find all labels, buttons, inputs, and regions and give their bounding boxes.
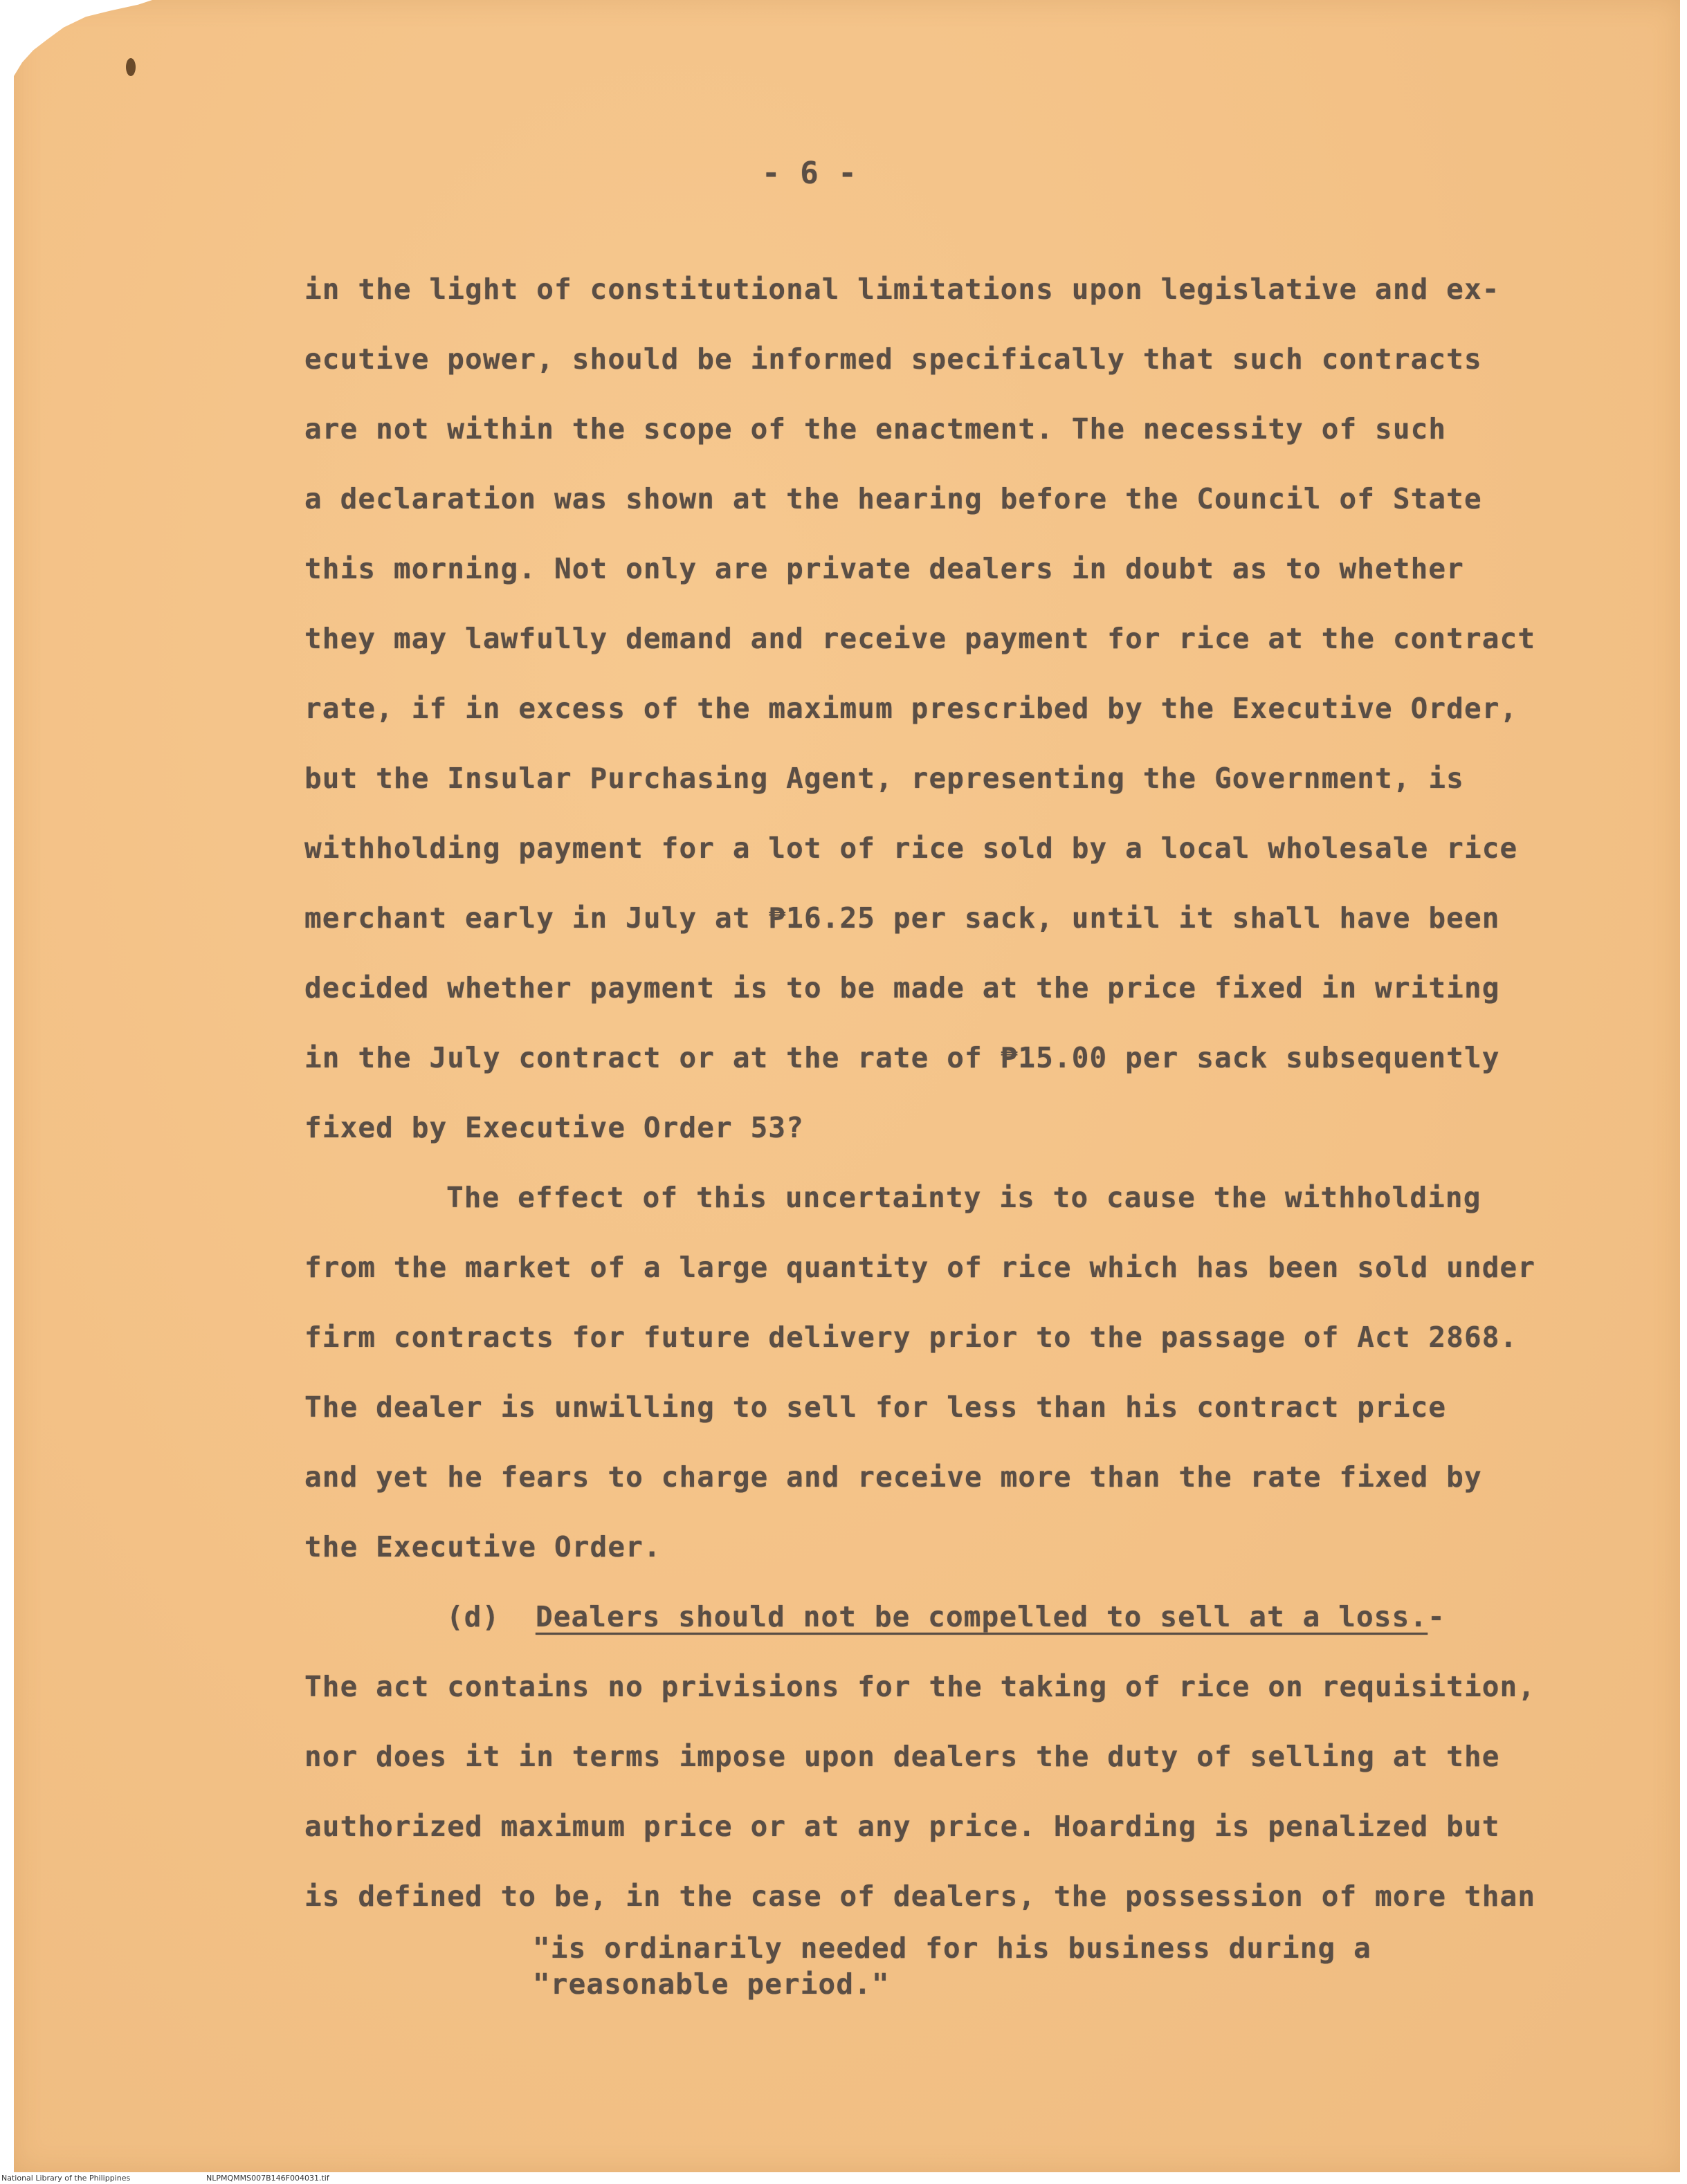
quote-line: "reasonable period." xyxy=(533,1967,890,2001)
text-line: withholding payment for a lot of rice sold by a local wholesale rice xyxy=(304,832,1518,865)
page-number: - 6 - xyxy=(762,156,857,191)
body-text xyxy=(304,255,1535,1931)
text-line: in the July contract or at the rate of ₱15.00 per sack subsequently xyxy=(304,1041,1500,1074)
text-line: rate, if in excess of the maximum prescribed by the Executive Order, xyxy=(304,692,1518,725)
text-line: merchant early in July at ₱16.25 per sack, until it shall have been xyxy=(304,901,1500,935)
text-line: firm contracts for future delivery prior to the passage of Act 2868. xyxy=(304,1321,1518,1354)
text-line: ecutive power, should be informed specifically that such contracts xyxy=(304,342,1482,376)
text-line: The dealer is unwilling to sell for less than his contract price xyxy=(304,1391,1447,1424)
section-heading-text: Dealers should not be compelled to sell at a loss. xyxy=(535,1600,1428,1633)
text-line: the Executive Order. xyxy=(304,1530,662,1563)
text-line: The act contains no privisions for the taking of rice on requisition, xyxy=(304,1670,1536,1703)
text-line: The effect of this uncertainty is to cause the withholding xyxy=(446,1181,1481,1214)
file-id: NLPMQMMS007B146F004031.tif xyxy=(206,2174,329,2183)
text-line: are not within the scope of the enactment. The necessity of such xyxy=(304,412,1447,446)
text-line: is defined to be, in the case of dealers, the possession of more than xyxy=(304,1880,1536,1913)
section-label: (d) xyxy=(446,1600,500,1633)
ink-mark xyxy=(126,58,136,76)
text-line: they may lawfully demand and receive payment for rice at the contract xyxy=(304,622,1536,655)
text-line: from the market of a large quantity of rice which has been sold under xyxy=(304,1251,1536,1284)
section-heading-suffix: - xyxy=(1428,1600,1446,1633)
scan-footer xyxy=(0,2172,1687,2184)
quote-line: "is ordinarily needed for his business during a xyxy=(533,1931,1371,1965)
section-heading xyxy=(304,1582,1535,1652)
text-line: in the light of constitutional limitations upon legislative and ex- xyxy=(304,273,1500,306)
text-line: but the Insular Purchasing Agent, representing the Government, is xyxy=(304,762,1464,795)
text-line: this morning. Not only are private dealers in doubt as to whether xyxy=(304,552,1464,585)
block-quote xyxy=(533,1930,1371,2002)
text-line: and yet he fears to charge and receive more than the rate fixed by xyxy=(304,1460,1482,1494)
text-line: decided whether payment is to be made at the price fixed in writing xyxy=(304,971,1500,1004)
text-line: authorized maximum price or at any price. Hoarding is penalized but xyxy=(304,1810,1500,1843)
text-line: nor does it in terms impose upon dealers the duty of selling at the xyxy=(304,1740,1500,1773)
library-credit: National Library of the Philippines xyxy=(1,2174,131,2183)
text-line: fixed by Executive Order 53? xyxy=(304,1111,804,1144)
text-line: a declaration was shown at the hearing before the Council of State xyxy=(304,482,1482,515)
